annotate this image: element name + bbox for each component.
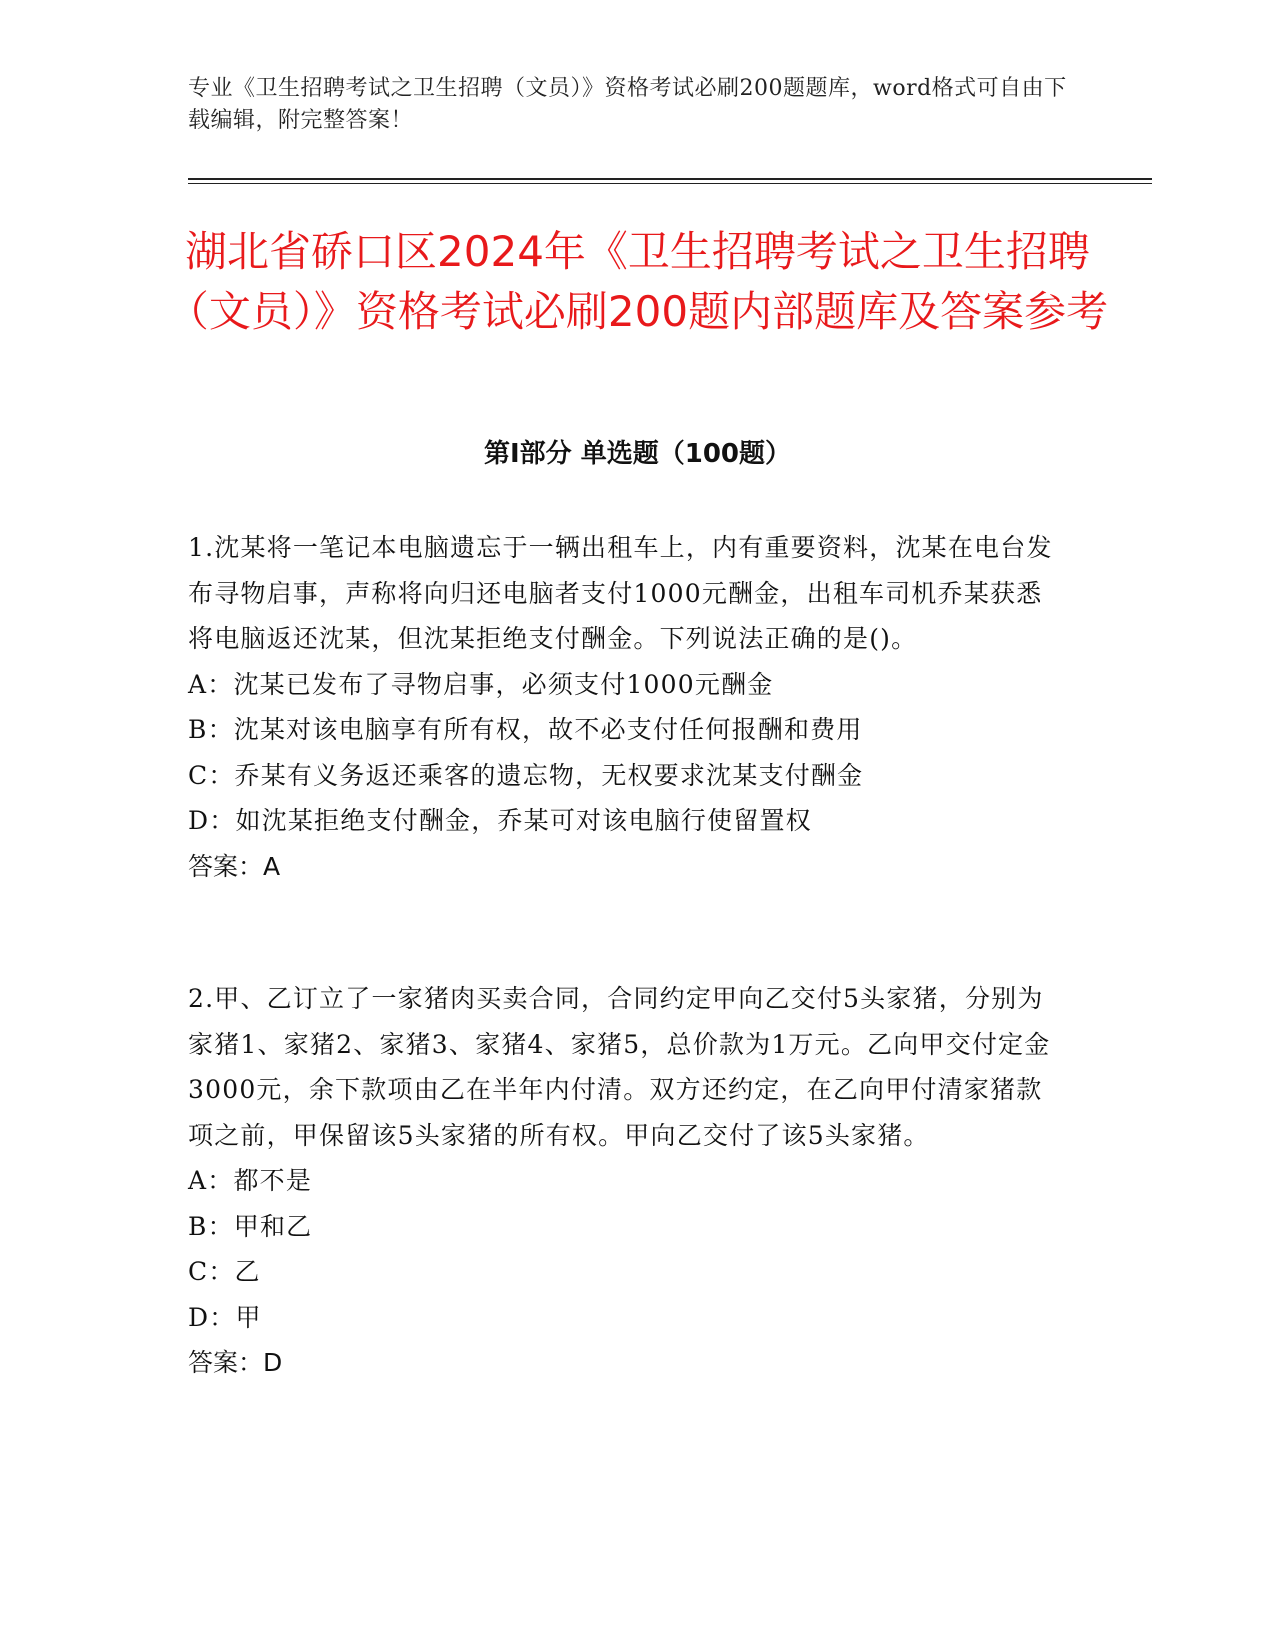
header-note: 专业《卫生招聘考试之卫生招聘（文员）》资格考试必刷200题题库，word格式可自由下载编辑，附完整答案！ (188, 76, 1067, 133)
option-c: C：乙 (188, 1257, 261, 1286)
question-stem: 2.甲、乙订立了一家猪肉买卖合同，合同约定甲向乙交付5头家猪，分别为家猪1、家猪2、家猪3、家猪4、家猪5，总价款为1万元。乙向甲交付定金3000元，余下款项由乙在半年内付清。双方还约定，在乙向甲付清家猪款项之前，甲保留该5头家猪的所有权。甲向乙交付了该5头家猪。 (188, 984, 1051, 1150)
answer-line: 答案：A (188, 851, 281, 881)
section-title: 第Ⅰ部分 单选题（100题） (484, 439, 791, 469)
option-b: B：甲和乙 (188, 1211, 313, 1241)
answer-line: 答案：D (188, 1348, 283, 1377)
option-d: D：如沈某拒绝支付酬金，乔某可对该电脑行使留置权 (188, 806, 812, 835)
question-1 (188, 525, 1068, 890)
option-d: D：甲 (188, 1302, 262, 1332)
document-title: 湖北省硚口区2024年《卫生招聘考试之卫生招聘（文员）》资格考试必刷200题内部题库及答案参考 (166, 227, 1109, 336)
question-stem: 1.沈某将一笔记本电脑遗忘于一辆出租车上，内有重要资料，沈某在电台发布寻物启事，声称将向归还电脑者支付1000元酬金，出租车司机乔某获悉将电脑返还沈某，但沈某拒绝支付酬金。下列说法正确的是()。 (188, 533, 1053, 653)
option-a: A：沈某已发布了寻物启事，必须支付1000元酬金 (188, 669, 774, 699)
option-c: C：乔某有义务返还乘客的遗忘物，无权要求沈某支付酬金 (188, 760, 864, 790)
option-a: A：都不是 (188, 1166, 313, 1195)
header-divider (188, 178, 1152, 180)
question-2 (188, 976, 1068, 1386)
option-b: B：沈某对该电脑享有所有权，故不必支付任何报酬和费用 (188, 715, 863, 744)
